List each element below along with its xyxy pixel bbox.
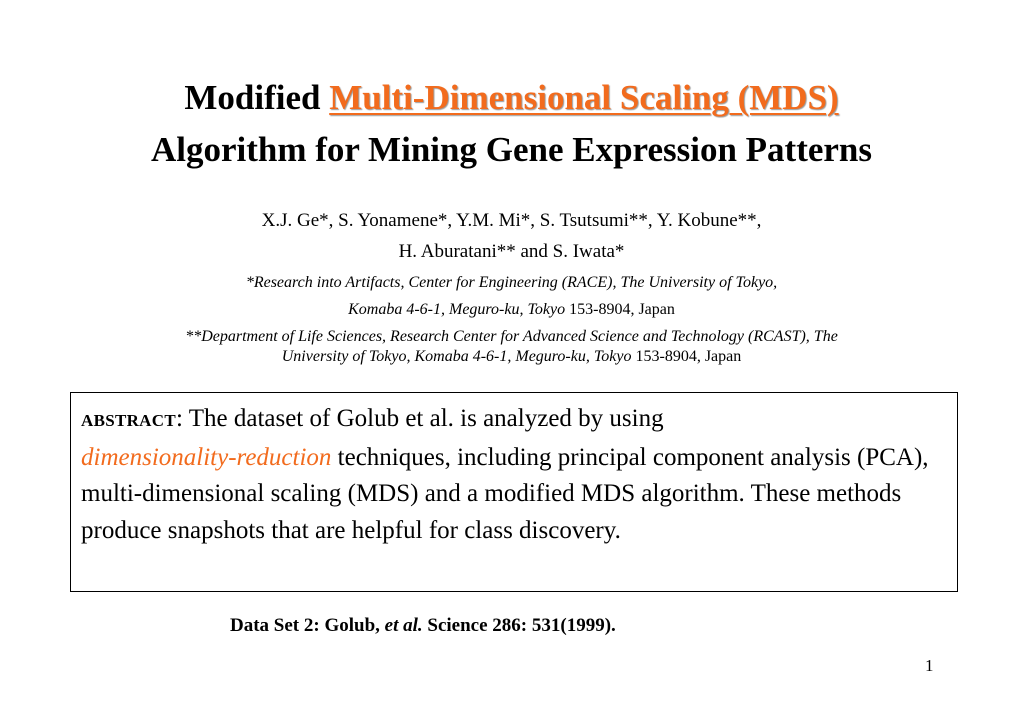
authors-line-2: H. Aburatani** and S. Iwata* [398,241,625,262]
affiliation-2-line-1: **Department of Life Sciences, Research Center for Advanced Science and Technology (RCAST), The [185,328,838,345]
affiliation-1-address: Komaba 4-6-1, Meguro-ku, Tokyo [348,301,566,318]
affiliation-1-postal: 153-8904, Japan [565,301,675,318]
affiliation-2-address: University of Tokyo, Komaba 4-6-1, Meguro-ku, Tokyo [281,348,632,365]
affiliation-1-line-1: *Research into Artifacts, Center for Engineering (RACE), The University of Tokyo, [245,274,778,291]
page-number: 1 [925,656,934,675]
title-line-2: Algorithm for Mining Gene Expression Patterns [150,130,873,169]
title-highlight: Multi-Dimensional Scaling (MDS) [329,78,839,117]
title-line-1 [0,76,1023,120]
citation [230,614,616,638]
abstract-box [70,392,958,592]
abstract-text-rest: techniques, including principal component analysis (PCA), multi-dimensional scaling (MDS) and a modified MDS algorithm. These methods produce snapshots that are helpful for class discovery. [81,443,929,544]
abstract-label: ABSTRACT [81,411,176,430]
authors-line-1: X.J. Ge*, S. Yonamene*, Y.M. Mi*, S. Tsutsumi**, Y. Kobune**, [261,210,762,231]
affiliation-1-line-2 [0,300,1023,320]
title-prefix: Modified [184,78,330,117]
affiliation-2-line-2 [0,347,1023,367]
citation-suffix: Science 286: 531(1999). [422,615,616,636]
affiliation-2-postal: 153-8904, Japan [631,348,742,365]
abstract-text-start: : The dataset of Golub et al. is analyzed by using [175,405,664,432]
abstract-highlight: dimensionality-reduction [81,443,332,471]
citation-etal: et al. [384,615,423,636]
citation-prefix: Data Set 2: Golub, [230,615,385,636]
